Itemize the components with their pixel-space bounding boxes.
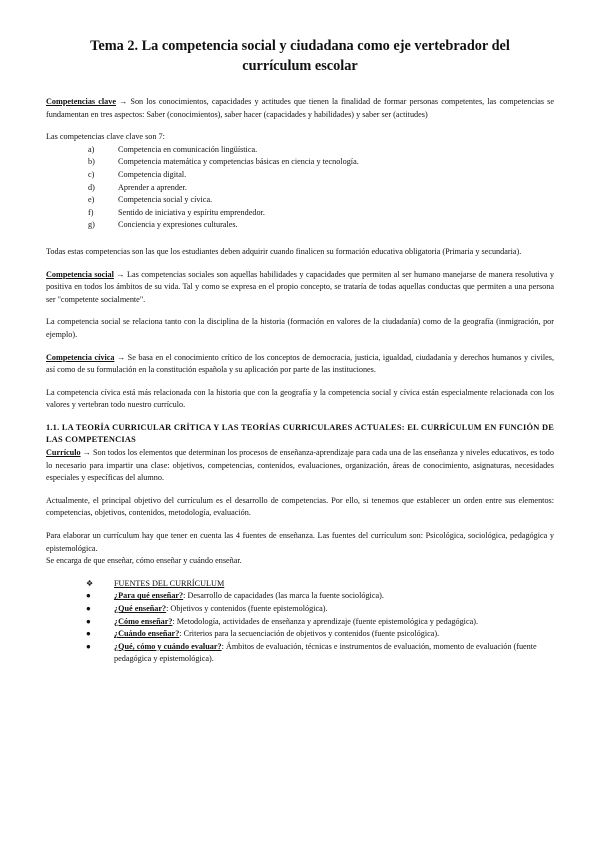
list-item-text: Competencia social y cívica. [118,195,213,205]
question-term: ¿Cuándo enseñar? [114,629,180,639]
list-item-text: Competencia matemática y competencias básicas en ciencia y tecnología. [118,157,359,167]
bullet-icon: ● [86,604,91,613]
list-item-text: : Desarrollo de capacidades (las marca la fuente sociológica). [183,591,384,601]
definition-text: → Las competencias sociales son aquellas habilidades y capacidades que permiten al ser humano manejarse de manera resolutiva y positiva en todos los ámbitos de su vida. Tal y como se expresa en el propio concepto, se trataría de todas aquellas conductas que permiten a una persona ser "competente socialmente". [46,269,554,304]
bullet-icon: ● [86,616,91,626]
term-competencia-civica: Competencia cívica [46,352,115,362]
list-item [46,207,554,220]
fuentes-list [46,578,554,666]
document-title: Tema 2. La competencia social y ciudadana como eje vertebrador del currículum escolar [90,38,510,74]
paragraph-competencias-clave [46,96,554,121]
question-term: ¿Qué, cómo y cuándo evaluar? [114,641,222,651]
list-item [46,194,554,207]
list-item [46,219,554,232]
question-term: ¿Qué enseñar? [114,604,167,613]
list-item [46,144,554,157]
term-competencias-clave: Competencias clave [46,97,116,106]
paragraph-civica-relacion: La competencia cívica está más relacionada con la historia que con la geografía y la competencia social y cívica están especialmente relacionada con los valores y vertebran todo nuestro currículo. [46,387,554,410]
bullet-icon: ● [86,591,91,601]
paragraph-competencia-civica [46,352,554,377]
list-item-text: Conciencia y expresiones culturales. [118,220,238,230]
list-letter: f) [88,207,94,217]
list-item-text: : Criterios para la secuenciación de objetivos y contenidos (fuente psicológica). [179,629,440,639]
paragraph-actualmente: Actualmente, el principal objetivo del currículum es el desarrollo de competencias. Por ello, si tenemos que establecer un orden entre sus elementos: competencias, objetivos, contenidos, metodología, evaluación. [46,495,554,518]
fuentes-header [46,578,554,591]
section-heading: 1.1. LA TEORÍA CURRICULAR CRÍTICA Y LAS TEORÍAS CURRICULARES ACTUALES: EL CURRÍCULUM EN FUNCIÓN DE LAS COMPETENCIAS [46,422,554,445]
diamond-bullet-icon: ❖ [86,578,94,588]
question-term: ¿Para qué enseñar? [114,591,184,601]
bullet-icon: ● [86,629,91,639]
term-curriculo: Currículo [46,448,81,458]
list-item [46,169,554,182]
list-item-text: Competencia en comunicación lingüística. [118,144,258,154]
list-item [46,156,554,169]
list-letter: g) [88,220,95,230]
paragraph-se-encarga: Se encarga de que enseñar, cómo enseñar y cuándo enseñar. [46,556,242,566]
list-item [46,616,554,629]
definition-text: → Son todos los elementos que determinan los procesos de enseñanza-aprendizaje para cada una de las enseñanza y niveles educativos, es todo lo necesario para impartir una clase: objetivos, competencias, contenidos, evaluaciones, organización, áreas de conocimiento, asignaturas, necesidades especiales y específicas del alumno. [46,448,554,483]
list-item [46,641,554,666]
list-item-text: : Ámbitos de evaluación, técnicas e instrumentos de evaluación, momento de evaluación (fuente pedagógica y epistemológica). [114,641,537,664]
list-intro: Las competencias clave clave son 7: [46,132,165,142]
paragraph-competencia-social [46,269,554,307]
paragraph-fuentes: Para elaborar un currículum hay que tener en cuenta las 4 fuentes de enseñanza. Las fuentes del currículum son: Psicológica, sociológica, pedagógica y epistemológica. [46,531,554,553]
list-item [46,628,554,641]
bullet-icon: ● [86,641,91,651]
competencias-list [46,144,554,232]
list-letter: e) [88,195,95,205]
fuentes-header-text: FUENTES DEL CURRÍCULUM [114,578,225,588]
list-letter: b) [88,157,95,167]
paragraph-curriculo [46,447,554,485]
list-item-text: : Metodología, actividades de enseñanza y aprendizaje (fuente epistemológica y pedagógica). [172,616,478,626]
list-item-text: Sentido de iniciativa y espíritu emprendedor. [118,207,265,217]
definition-text: → Son los conocimientos, capacidades y actitudes que tienen la finalidad de formar personas competentes, las competencias se fundamentan en tres aspectos: Saber (conocimientos), saber hacer (capacidades y habilidades) y saber ser (actitudes) [46,97,554,119]
question-term: ¿Cómo enseñar? [114,616,173,626]
list-item [46,590,554,603]
paragraph-obligatoria: Todas estas competencias son las que los estudiantes deben adquirir cuando finalicen su formación educativa obligatoria (Primaria y secundaria). [46,246,522,256]
list-item [46,182,554,195]
list-item-text: Competencia digital. [118,169,187,179]
list-item-text: : Objetivos y contenidos (fuente epistemológica). [166,604,328,613]
list-letter: c) [88,169,95,179]
list-item-text: Aprender a aprender. [118,182,187,192]
definition-text: → Se basa en el conocimiento crítico de los conceptos de democracia, justicia, igualdad, ciudadanía y derechos humanos y civiles, así como de su formulación en la constitución española y su aplicación por parte de las instituciones. [46,352,554,375]
paragraph-historia-geografia: La competencia social se relaciona tanto con la disciplina de la historia (formación en valores de la ciudadanía) como de la geografía (inmigración, por ejemplo). [46,317,554,339]
list-letter: a) [88,144,95,154]
list-letter: d) [88,182,95,192]
term-competencia-social: Competencia social [46,269,114,279]
list-item [46,603,554,616]
